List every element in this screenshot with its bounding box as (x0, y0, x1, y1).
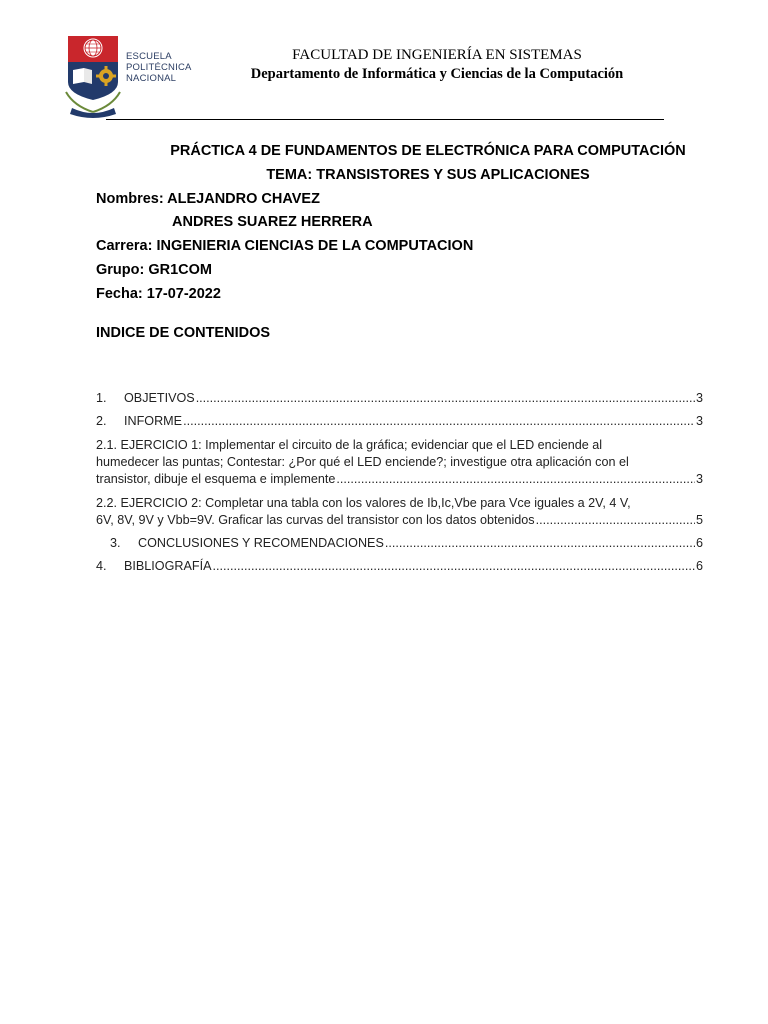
toc-item-label: BIBLIOGRAFÍA (124, 559, 212, 573)
toc-leader-dots (183, 413, 695, 430)
toc-heading: INDICE DE CONTENIDOS (96, 325, 271, 341)
toc-item-label: INFORME (124, 414, 183, 428)
toc-item-line: 2.2. EJERCICIO 2: Completar una tabla con los valores de Ib,Ic,Vbe para Vce iguales a 2V, 4 V, (96, 496, 631, 510)
toc-item-page: 6 (695, 536, 703, 550)
logo-line: POLITÉCNICA (126, 62, 192, 73)
toc-leader-dots (212, 558, 695, 575)
toc-item-ejercicio-2[interactable] (96, 495, 703, 529)
names-field: Nombres: ALEJANDRO CHAVEZ (96, 191, 320, 207)
toc-item-line: transistor, dibuje el esquema e implemente (96, 472, 336, 486)
toc-item-line: humedecer las puntas; Contestar: ¿Por qué el LED enciende?; investigue otra aplicación con el (96, 455, 629, 469)
practice-title: PRÁCTICA 4 DE FUNDAMENTOS DE ELECTRÓNICA PARA COMPUTACIÓN (170, 143, 686, 159)
toc-item-label: OBJETIVOS (124, 391, 195, 405)
toc-item-page: 6 (695, 559, 703, 573)
toc-item-bibliografia[interactable] (96, 552, 703, 575)
toc-item-ejercicio-1[interactable] (96, 437, 703, 488)
header-divider (106, 119, 664, 120)
toc-item-line: 2.1. EJERCICIO 1: Implementar el circuito de la gráfica; evidenciar que el LED enciende al (96, 438, 603, 452)
toc-item-page: 3 (695, 472, 703, 486)
table-of-contents (96, 384, 703, 575)
toc-item-page: 3 (695, 391, 703, 405)
document-header (200, 46, 674, 84)
toc-item-line: 6V, 8V, 9V y Vbb=9V. Graficar las curvas del transistor con los datos obtenidos (96, 513, 535, 527)
department-name: Departamento de Informática y Ciencias de la Computación (250, 66, 624, 82)
group-field: Grupo: GR1COM (96, 262, 212, 278)
toc-item-number: 3. (110, 536, 121, 550)
toc-item-label: CONCLUSIONES Y RECOMENDACIONES (138, 536, 384, 550)
logo-text (126, 51, 192, 84)
toc-leader-dots (336, 471, 695, 488)
toc-item-objetivos[interactable] (96, 384, 703, 407)
toc-item-number: 4. (96, 559, 107, 573)
toc-leader-dots (385, 535, 695, 552)
logo-line: NACIONAL (126, 73, 177, 84)
toc-item-conclusiones[interactable] (96, 529, 703, 552)
faculty-name: FACULTAD DE INGENIERÍA EN SISTEMAS (292, 47, 582, 63)
toc-leader-dots (536, 512, 695, 529)
toc-item-informe[interactable] (96, 407, 703, 430)
practice-topic: TEMA: TRANSISTORES Y SUS APLICACIONES (266, 167, 590, 183)
date-field: Fecha: 17-07-2022 (96, 286, 221, 302)
logo-line: ESCUELA (126, 51, 172, 62)
toc-item-page: 5 (695, 513, 703, 527)
toc-leader-dots (196, 390, 695, 407)
toc-item-number: 1. (96, 391, 107, 405)
career-field: Carrera: INGENIERIA CIENCIAS DE LA COMPUTACION (96, 238, 474, 254)
toc-item-page: 3 (695, 414, 703, 428)
names-second: ANDRES SUAREZ HERRERA (172, 214, 373, 230)
toc-item-number: 2. (96, 414, 107, 428)
